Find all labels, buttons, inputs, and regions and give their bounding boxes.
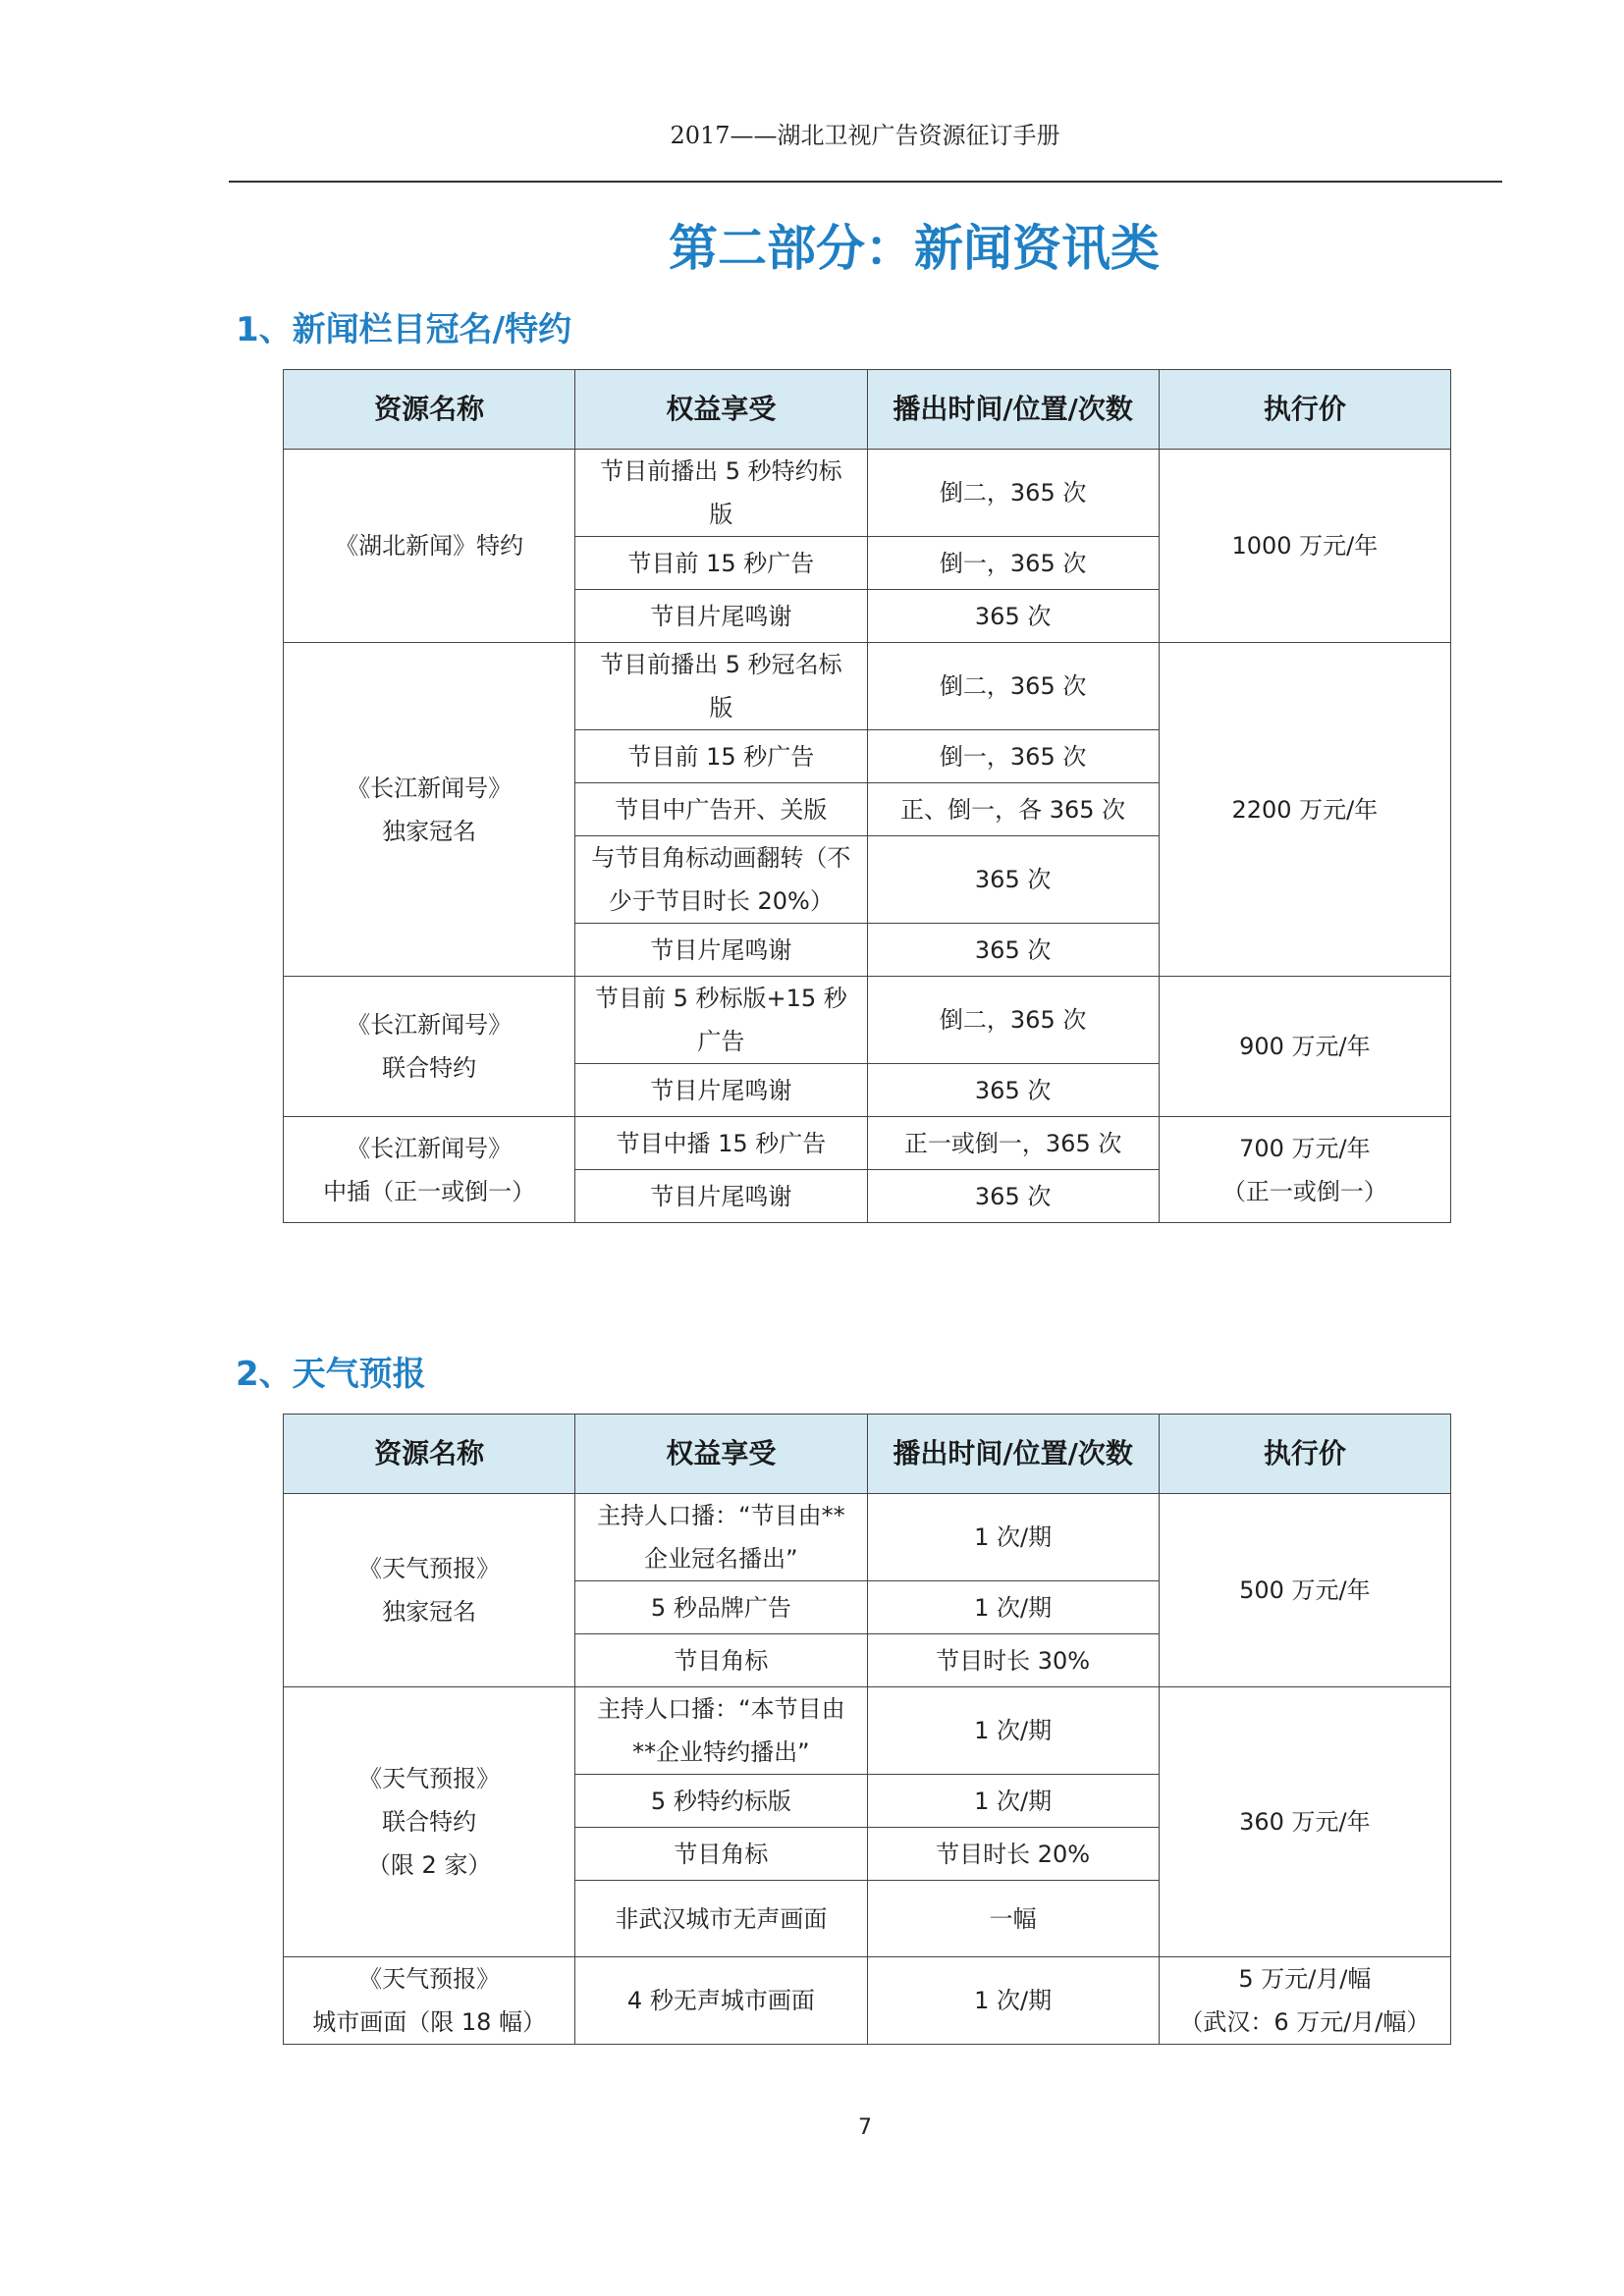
cell-text: 500 万元/年 [1239,1576,1371,1604]
benefit-cell [575,643,867,730]
benefit-cell [575,1881,867,1957]
airtime-cell [867,1957,1159,2045]
cell-text: 主持人口播：“本节目由 [597,1695,845,1723]
benefit-cell [575,450,867,537]
cell-text: 节目时长 30% [936,1646,1091,1675]
resource-name-cell [284,1957,575,2045]
airtime-cell [867,1064,1159,1117]
resource-name-cell [284,1687,575,1957]
price-cell [1159,643,1450,977]
section-title-weather: 2、天气预报 [236,1355,426,1394]
cell-text: 1 次/期 [974,1717,1053,1744]
cell-text: 企业冠名播出” [644,1545,798,1573]
benefit-cell [575,730,867,783]
cell-text: 联合特约 [382,1808,477,1836]
airtime-cell [867,1881,1159,1957]
benefit-cell [575,590,867,643]
header-divider [229,181,1502,183]
cell-text: 《天气预报》 [358,1965,501,1993]
cell-text: 365 次 [974,1076,1052,1104]
cell-text: 1 次/期 [974,1593,1053,1622]
resource-name-cell [284,643,575,977]
price-cell [1159,450,1450,643]
cell-text: 5 秒特约标版 [650,1787,791,1815]
cell-text: 1 次/期 [974,1523,1053,1551]
table-row [284,1494,1451,1581]
benefit-cell [575,1828,867,1881]
cell-text: （限 2 家） [366,1851,492,1879]
cell-text: 少于节目时长 20%） [608,887,834,915]
cell-text: 节目片尾鸣谢 [650,935,792,964]
table-row [284,1957,1451,2045]
resource-name-cell [284,1117,575,1223]
price-cell [1159,977,1450,1117]
benefit-cell [575,783,867,836]
weather-forecast-table [283,1414,1451,2045]
table-row [284,1687,1451,1775]
cell-text: 1000 万元/年 [1231,532,1379,560]
table-header-row [284,1415,1451,1494]
benefit-cell [575,1581,867,1634]
cell-text: 倒二，365 次 [939,672,1087,700]
column-header: 执行价 [1159,1415,1450,1494]
cell-text: 节目前 15 秒广告 [627,549,815,577]
cell-text: 4 秒无声城市画面 [626,1987,815,2014]
column-header: 资源名称 [284,370,575,450]
table-row [284,1117,1451,1170]
cell-text: 5 万元/月/幅 [1238,1965,1372,1993]
header-title: 2017——湖北卫视广告资源征订手册 [670,122,1060,149]
cell-text: 《长江新闻号》 [347,774,513,802]
cell-text: 城市画面（限 18 幅） [312,2008,547,2036]
benefit-cell [575,537,867,590]
table-header-row [284,370,1451,450]
cell-text: 《湖北新闻》特约 [335,532,524,560]
cell-text: 2200 万元/年 [1231,795,1379,824]
cell-text: 365 次 [974,1182,1052,1210]
resource-name-cell [284,977,575,1117]
benefit-cell [575,1117,867,1170]
benefit-cell [575,836,867,924]
cell-text: 中插（正一或倒一） [323,1177,536,1205]
cell-text: 5 秒品牌广告 [650,1593,791,1622]
cell-text: 365 次 [974,866,1052,893]
resource-name-cell [284,450,575,643]
column-header: 播出时间/位置/次数 [867,370,1159,450]
benefit-cell [575,977,867,1064]
airtime-cell [867,730,1159,783]
airtime-cell [867,1775,1159,1828]
cell-text: 《长江新闻号》 [347,1011,513,1039]
cell-text: 《长江新闻号》 [347,1134,513,1162]
column-header: 权益享受 [575,370,867,450]
page-number: 7 [858,2115,872,2140]
benefit-cell [575,1494,867,1581]
column-header: 执行价 [1159,370,1450,450]
resource-name-cell [284,1494,575,1687]
cell-text: 广告 [697,1028,745,1055]
cell-text: 倒一，365 次 [939,742,1087,771]
cell-text: 节目中播 15 秒广告 [616,1129,827,1157]
airtime-cell [867,1687,1159,1775]
benefit-cell [575,1064,867,1117]
part-title: 第二部分：新闻资讯类 [669,220,1160,277]
airtime-cell [867,783,1159,836]
cell-text: 365 次 [974,602,1052,630]
cell-text: 独家冠名 [382,1598,477,1626]
benefit-cell [575,1170,867,1223]
cell-text: 1 次/期 [974,1987,1053,2014]
cell-text: 正一或倒一，365 次 [903,1129,1122,1157]
airtime-cell [867,1170,1159,1223]
table-row [284,450,1451,537]
airtime-cell [867,836,1159,924]
airtime-cell [867,924,1159,977]
cell-text: 900 万元/年 [1239,1033,1371,1060]
price-cell [1159,1687,1450,1957]
cell-text: 节目角标 [674,1646,769,1675]
table-row [284,643,1451,730]
airtime-cell [867,1634,1159,1687]
cell-text: 主持人口播：“节目由** [597,1502,845,1529]
cell-text: 700 万元/年 [1239,1134,1371,1162]
benefit-cell [575,1957,867,2045]
price-cell [1159,1957,1450,2045]
airtime-cell [867,1828,1159,1881]
benefit-cell [575,1634,867,1687]
cell-text: 倒二，365 次 [939,1006,1087,1034]
cell-text: 节目前播出 5 秒冠名标 [600,651,842,678]
cell-text: 节目片尾鸣谢 [650,602,792,630]
column-header: 资源名称 [284,1415,575,1494]
section-title-news: 1、新闻栏目冠名/特约 [236,310,572,349]
cell-text: 一幅 [989,1904,1037,1933]
cell-text: 《天气预报》 [358,1555,501,1582]
airtime-cell [867,450,1159,537]
cell-text: 节目片尾鸣谢 [650,1182,792,1210]
price-cell [1159,1117,1450,1223]
airtime-cell [867,1117,1159,1170]
cell-text: 365 次 [974,935,1052,964]
cell-text: 正、倒一，各 365 次 [900,795,1126,824]
cell-text: 节目前 15 秒广告 [627,742,815,771]
cell-text: 倒一，365 次 [939,549,1087,577]
cell-text: 版 [709,501,733,528]
benefit-cell [575,1687,867,1775]
airtime-cell [867,590,1159,643]
cell-text: （武汉：6 万元/月/幅） [1179,2008,1431,2036]
cell-text: 节目中广告开、关版 [615,795,828,824]
cell-text: 《天气预报》 [358,1765,501,1792]
price-cell [1159,1494,1450,1687]
cell-text: **企业特约播出” [632,1738,810,1766]
cell-text: 非武汉城市无声画面 [615,1904,828,1933]
cell-text: 节目角标 [674,1840,769,1868]
benefit-cell [575,1775,867,1828]
airtime-cell [867,1494,1159,1581]
cell-text: 版 [709,694,733,721]
airtime-cell [867,537,1159,590]
cell-text: 360 万元/年 [1239,1808,1371,1836]
column-header: 播出时间/位置/次数 [867,1415,1159,1494]
table-row [284,977,1451,1064]
airtime-cell [867,977,1159,1064]
news-sponsorship-table [283,369,1451,1223]
column-header: 权益享受 [575,1415,867,1494]
cell-text: 倒二，365 次 [939,479,1087,507]
cell-text: 节目时长 20% [936,1840,1091,1868]
cell-text: 独家冠名 [382,817,477,845]
cell-text: 1 次/期 [974,1787,1053,1815]
cell-text: 联合特约 [382,1054,477,1082]
cell-text: 与节目角标动画翻转（不 [591,844,851,872]
cell-text: 节目前播出 5 秒特约标 [600,457,842,485]
cell-text: 节目片尾鸣谢 [650,1076,792,1104]
benefit-cell [575,924,867,977]
cell-text: （正一或倒一） [1221,1177,1387,1205]
cell-text: 节目前 5 秒标版+15 秒 [594,985,847,1012]
airtime-cell [867,1581,1159,1634]
airtime-cell [867,643,1159,730]
